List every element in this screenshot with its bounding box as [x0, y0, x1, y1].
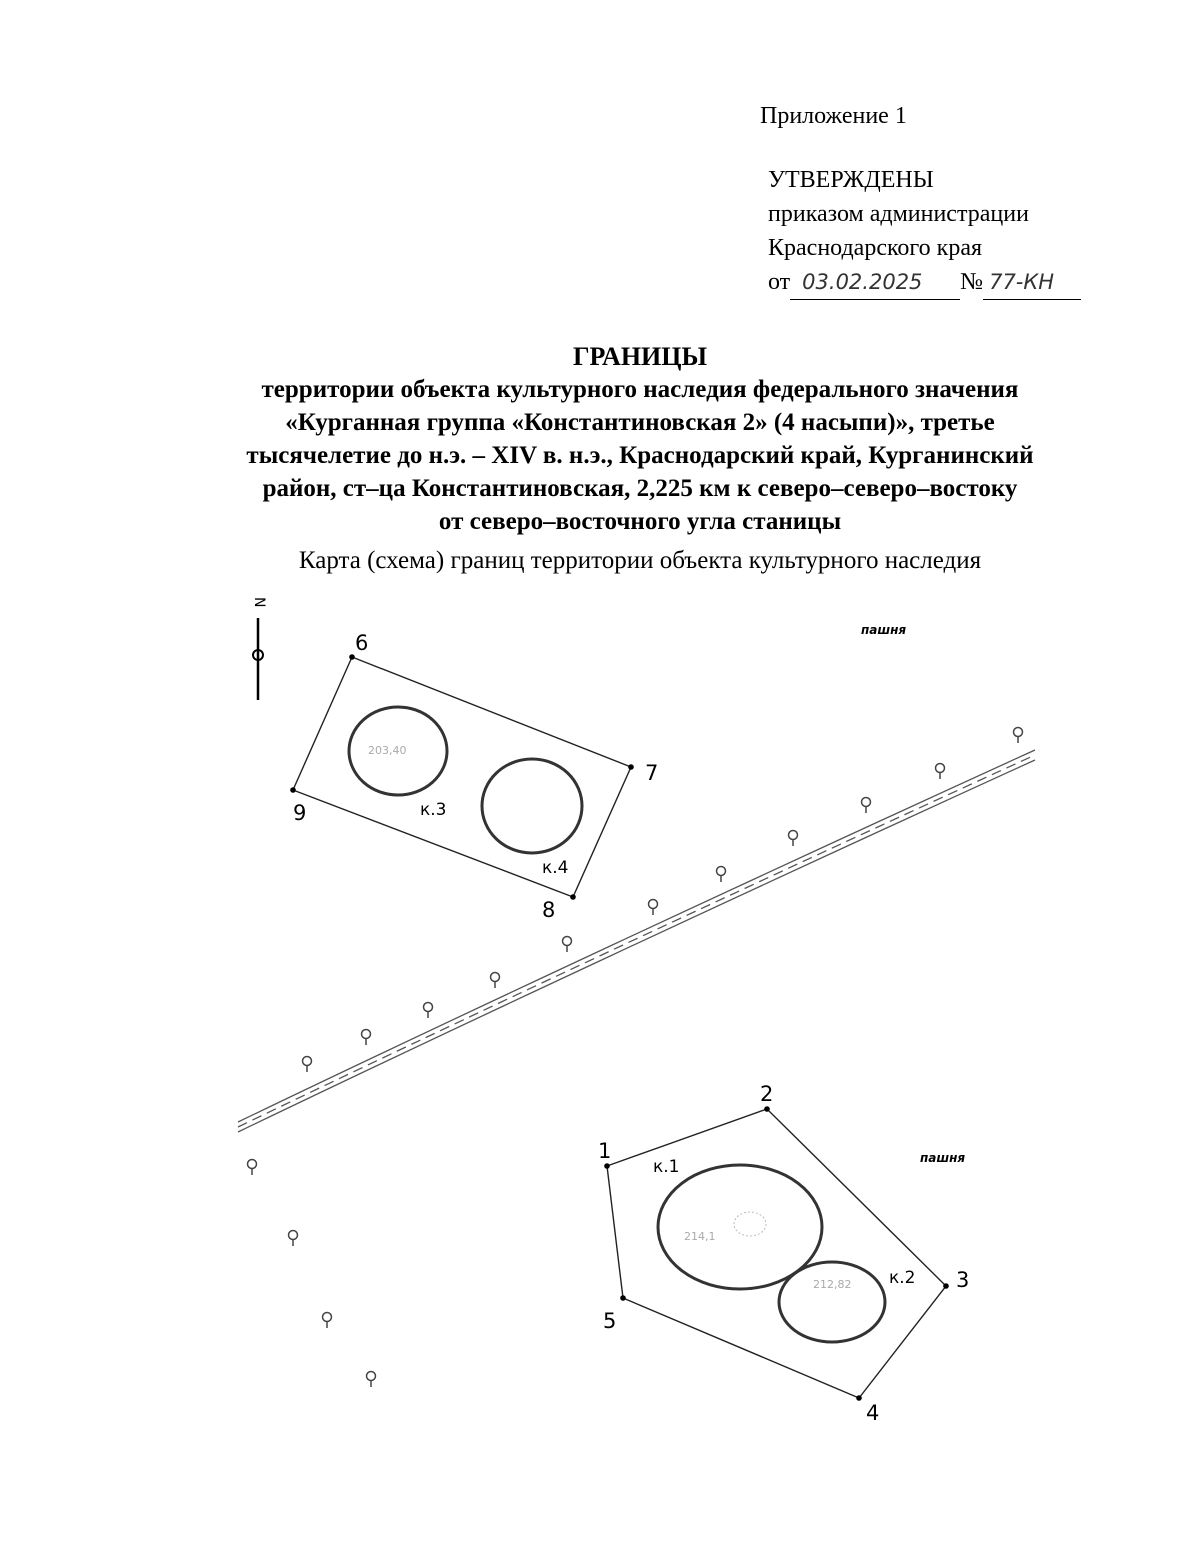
tree-icon [323, 1313, 332, 1329]
point-label: 3 [956, 1268, 970, 1292]
mound-labels [420, 800, 916, 1288]
date-prefix: от [768, 269, 791, 295]
tree-icon [424, 1003, 433, 1019]
number-prefix: № [960, 269, 984, 295]
title-line-1: территории объекта культурного наследия федерального значения [261, 376, 1019, 403]
point-label: 8 [542, 898, 556, 922]
mound-2-outline [779, 1262, 885, 1342]
tree-icon [362, 1030, 371, 1046]
title-line-3: тысячелетие до н.э. – XIV в. н.э., Краснодарский край, Курганинский [246, 442, 1034, 469]
tree-icon [789, 831, 798, 847]
elevation-mark: 212,82 [813, 1278, 852, 1291]
road-line [238, 750, 1035, 1132]
elevation-mark: 214,1 [684, 1230, 716, 1243]
tree-icon [303, 1057, 312, 1073]
tree-icon [862, 798, 871, 814]
mound-label: к.3 [420, 800, 447, 820]
tree-icon [248, 1160, 257, 1176]
mound-label: к.1 [653, 1157, 680, 1177]
tree-icon [289, 1231, 298, 1247]
boundary-vertices-south [604, 1106, 949, 1401]
field-label-bottom: пашня [920, 1151, 966, 1165]
point-label: 1 [598, 1139, 612, 1163]
mound-1-summit [734, 1212, 766, 1236]
title-line-4: район, ст–ца Константиновская, 2,225 км к северо–северо–востоку [262, 475, 1018, 502]
elevation-mark: 203,40 [368, 744, 407, 757]
field-label-top: пашня [861, 623, 907, 637]
mound-label: к.2 [889, 1268, 916, 1288]
title-line-5: от северо–восточного угла станицы [438, 508, 842, 535]
tree-icon [367, 1372, 376, 1388]
title-main: ГРАНИЦЫ [572, 342, 708, 371]
point-label: 9 [293, 801, 307, 825]
handwritten-date: 03.02.2025 [790, 265, 960, 300]
point-label: 6 [355, 631, 369, 655]
title-line-2: «Курганная группа «Константиновская 2» (4 насыпи)», третье [285, 409, 995, 436]
north-arrow-icon [251, 597, 267, 700]
tree-icon [649, 900, 658, 916]
handwritten-number: 77-КН [983, 265, 1081, 300]
tree-icons [248, 728, 1023, 1388]
order-line-2: Краснодарского края [768, 235, 983, 261]
boundary-polygon-north [293, 657, 631, 897]
mound-label: к.4 [542, 858, 569, 878]
map-caption: Карта (схема) границ территории объекта культурного наследия [298, 547, 982, 574]
point-label: 7 [645, 761, 659, 785]
mound-4-outline [482, 759, 582, 853]
tree-icon [936, 764, 945, 780]
appendix-label: Приложение 1 [760, 103, 907, 129]
order-line-1: приказом администрации [768, 201, 1029, 227]
boundary-polygon-south [607, 1109, 946, 1398]
north-label: N [251, 597, 267, 608]
point-label: 2 [760, 1082, 774, 1106]
tree-icon [717, 867, 726, 883]
tree-icon [1014, 728, 1023, 744]
boundary-vertices-north [290, 654, 634, 900]
tree-icon [563, 937, 572, 953]
tree-icon [491, 973, 500, 989]
point-label: 4 [866, 1401, 880, 1425]
approved-label: УТВЕРЖДЕНЫ [768, 167, 934, 193]
point-label: 5 [603, 1309, 617, 1333]
